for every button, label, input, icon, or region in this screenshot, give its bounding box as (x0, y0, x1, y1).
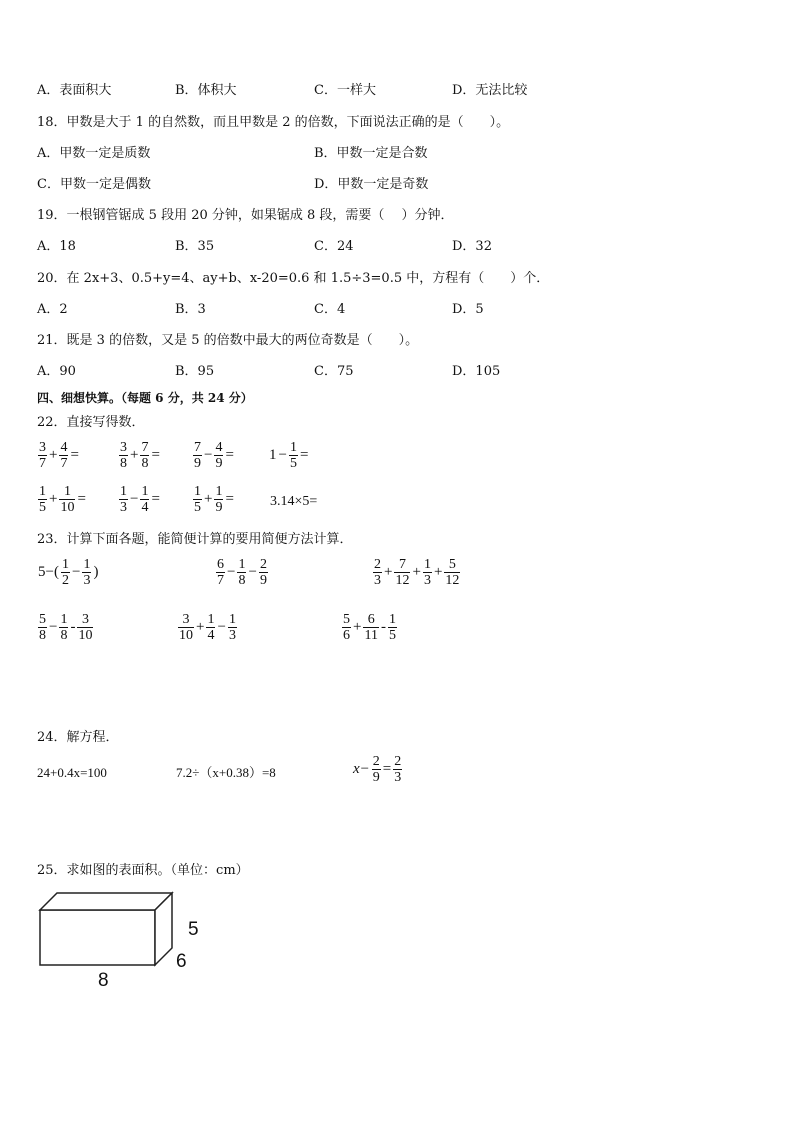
q22-stem: 22．直接写得数． (37, 415, 145, 430)
height-label: 5 (188, 919, 199, 940)
q18-stem: 18．甲数是大于 1 的自然数，而且甲数是 2 的倍数，下面说法正确的是（ ）。 (37, 115, 510, 130)
q21-option-d: D．105 (452, 364, 501, 379)
q22-expression-7: $\frac{1}{5}$ + $\frac{1}{9}$ = (194, 484, 234, 515)
q22-expression-4: 1 − $\frac{1}{5}$ = (269, 440, 309, 471)
q23-expression-2: $\frac{6}{7}$ − $\frac{1}{8}$ − $\frac{2}{9}$ (217, 557, 267, 588)
fraction: $\frac{2}{9}$ (372, 754, 380, 785)
fraction: $\frac{5}{12}$ (445, 557, 460, 588)
q23-expression-4: $\frac{5}{8}$ − $\frac{1}{8}$ - $\frac{3}{10}$ (39, 612, 93, 643)
section-title: 四、细想快算。（每题 6 分，共 24 分） (37, 391, 253, 405)
q19-stem: 19．一根钢管锯成 5 段用 20 分钟，如果锯成 8 段，需要（ ）分钟． (37, 208, 454, 223)
q24-equation-2: 7.2÷（x+0.38）=8 (176, 765, 276, 780)
q18-option-d: D．甲数一定是奇数 (314, 177, 429, 192)
fraction: $\frac{2}{3}$ (374, 557, 381, 588)
q24-equation-1: 24+0.4x=100 (37, 765, 107, 780)
q22-expression-6: $\frac{1}{3}$ − $\frac{1}{4}$ = (120, 484, 160, 515)
q22-expression-1: $\frac{3}{7}$ + $\frac{4}{7}$ = (39, 440, 79, 471)
fraction: $\frac{3}{8}$ (120, 440, 127, 471)
q17-option-c: C．一样大 (314, 83, 376, 98)
fraction: $\frac{1}{5}$ (289, 440, 297, 471)
cuboid-top-face (40, 893, 172, 910)
fraction: $\frac{6}{11}$ (364, 612, 378, 643)
q22-expression-8: 3.14×5= (270, 494, 318, 509)
fraction: $\frac{1}{4}$ (141, 484, 149, 515)
q22-expression-3: $\frac{7}{9}$ − $\frac{4}{9}$ = (194, 440, 234, 471)
q21-stem: 21．既是 3 的倍数，又是 5 的倍数中最大的两位奇数是（ ）。 (37, 333, 419, 348)
fraction: $\frac{7}{9}$ (194, 440, 201, 471)
fraction: $\frac{3}{10}$ (179, 612, 193, 643)
q19-option-b: B．35 (175, 239, 215, 254)
fraction: $\frac{2}{3}$ (394, 754, 402, 785)
cuboid-front-face (40, 910, 155, 965)
fraction: $\frac{5}{8}$ (39, 612, 46, 643)
q23-expression-6: $\frac{5}{6}$ + $\frac{6}{11}$ - $\frac{1}{5}$ (343, 612, 396, 643)
q21-option-a: A．90 (37, 364, 76, 379)
q22-expression-5: $\frac{1}{5}$ + $\frac{1}{10}$ = (39, 484, 86, 515)
fraction: $\frac{1}{4}$ (207, 612, 215, 643)
fraction: $\frac{1}{9}$ (215, 484, 223, 515)
fraction: $\frac{3}{10}$ (78, 612, 93, 643)
q18-option-b: B．甲数一定是合数 (314, 146, 428, 161)
q24-equation-3: x− $\frac{2}{9}$ = $\frac{2}{3}$ (353, 754, 402, 785)
fraction: $\frac{1}{3}$ (83, 557, 91, 588)
fraction: $\frac{7}{8}$ (141, 440, 149, 471)
q19-option-a: A．18 (37, 239, 76, 254)
q22-expression-2: $\frac{3}{8}$ + $\frac{7}{8}$ = (120, 440, 160, 471)
fraction: $\frac{4}{7}$ (60, 440, 68, 471)
q17-option-b: B．体积大 (175, 83, 237, 98)
fraction: $\frac{1}{3}$ (228, 612, 236, 643)
q19-option-c: C．24 (314, 239, 354, 254)
fraction: $\frac{1}{8}$ (238, 557, 246, 588)
q23-stem: 23．计算下面各题，能简便计算的要用简便方法计算． (37, 532, 353, 547)
q19-option-d: D．32 (452, 239, 492, 254)
q21-option-b: B．95 (175, 364, 215, 379)
fraction: $\frac{3}{7}$ (39, 440, 46, 471)
fraction: $\frac{1}{10}$ (60, 484, 75, 515)
q20-option-a: A．2 (37, 302, 68, 317)
fraction: $\frac{1}{8}$ (60, 612, 68, 643)
q17-option-d: D．无法比较 (452, 83, 528, 98)
q18-option-a: A．甲数一定是质数 (37, 146, 151, 161)
fraction: $\frac{1}{3}$ (120, 484, 127, 515)
q21-option-c: C．75 (314, 364, 354, 379)
fraction: $\frac{1}{2}$ (61, 557, 69, 588)
q25-stem: 25．求如图的表面积。（单位：cm） (37, 863, 249, 878)
q23-expression-1: 5−( $\frac{1}{2}$ − $\frac{1}{3}$ ) (38, 557, 99, 588)
q20-option-d: D．5 (452, 302, 484, 317)
cuboid-figure (30, 888, 210, 998)
q20-stem: 20．在 2x+3、0.5+y=4、ay+b、x-20=0.6 和 1.5÷3=0.5 中，方程有（ ）个． (37, 271, 550, 286)
fraction: $\frac{2}{9}$ (259, 557, 267, 588)
fraction: $\frac{1}{5}$ (39, 484, 46, 515)
q23-expression-5: $\frac{3}{10}$ + $\frac{1}{4}$ − $\frac{1}{3}$ (179, 612, 236, 643)
q17-option-a: A．表面积大 (37, 83, 112, 98)
q20-option-b: B．3 (175, 302, 206, 317)
q23-expression-3: $\frac{2}{3}$ + $\frac{7}{12}$ + $\frac{1}{3}$ + $\frac{5}{12}$ (374, 557, 460, 588)
q24-stem: 24．解方程． (37, 730, 119, 745)
fraction: $\frac{1}{5}$ (388, 612, 396, 643)
fraction: $\frac{7}{12}$ (395, 557, 410, 588)
fraction: $\frac{4}{9}$ (215, 440, 223, 471)
q20-option-c: C．4 (314, 302, 346, 317)
fraction: $\frac{1}{5}$ (194, 484, 201, 515)
fraction: $\frac{6}{7}$ (217, 557, 224, 588)
fraction: $\frac{1}{3}$ (423, 557, 431, 588)
length-label: 8 (98, 970, 109, 991)
width-label: 6 (176, 951, 187, 972)
q18-option-c: C．甲数一定是偶数 (37, 177, 151, 192)
fraction: $\frac{5}{6}$ (343, 612, 350, 643)
